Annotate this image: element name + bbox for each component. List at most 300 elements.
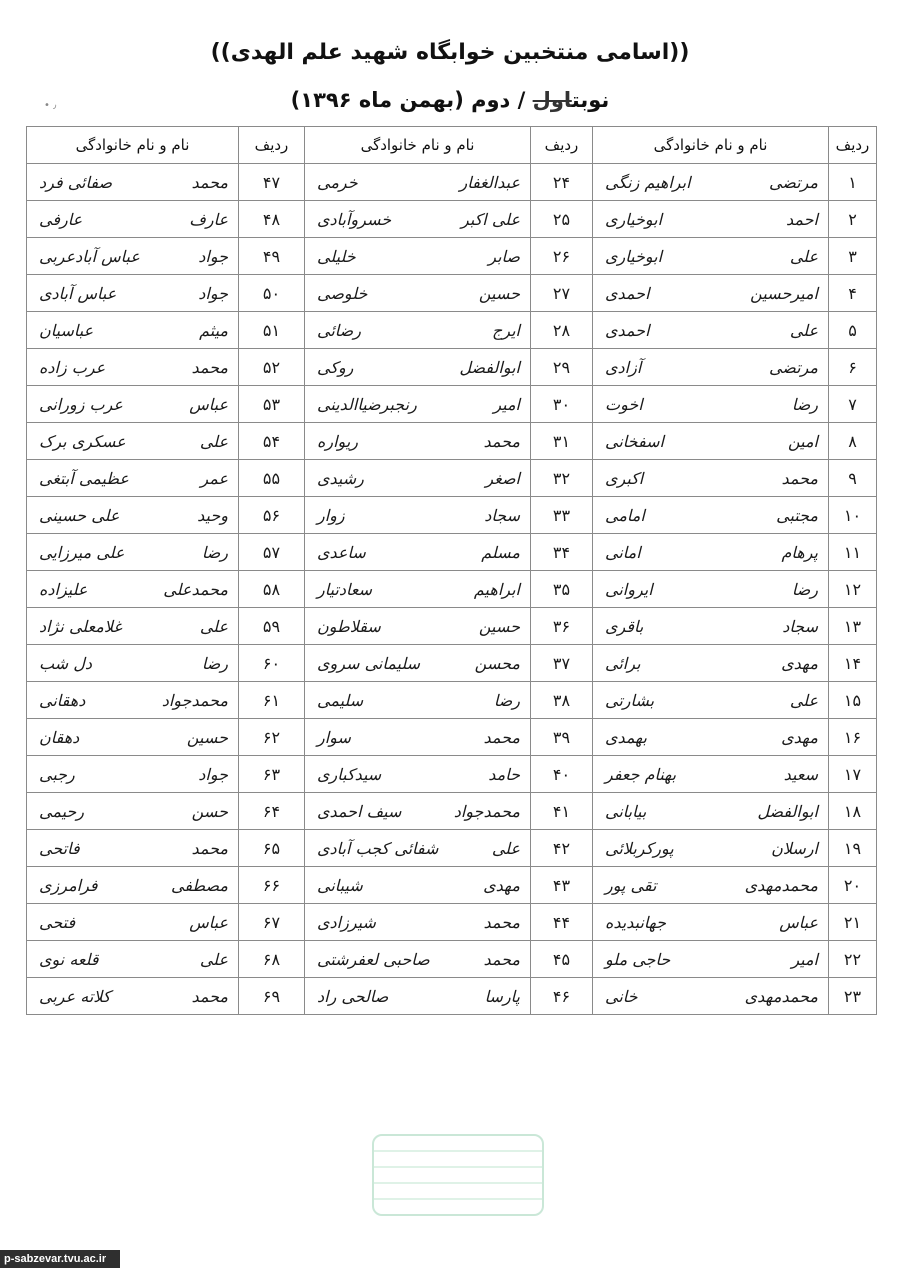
name-pair [599, 617, 822, 636]
first-name: عارف [189, 209, 228, 229]
name-pair [599, 839, 822, 858]
row-number: ۵۹ [239, 608, 305, 645]
row-number: ۵۲ [239, 349, 305, 386]
name-pair [599, 987, 822, 1006]
last-name: خانی [605, 986, 638, 1006]
name-cell [27, 571, 239, 608]
name-pair [311, 395, 524, 414]
last-name: سعادتیار [317, 579, 373, 599]
first-name: حامد [488, 764, 520, 784]
first-name: محمد [191, 838, 228, 858]
row-number: ۷ [829, 386, 877, 423]
first-name: مصطفی [171, 875, 228, 895]
row-number: ۸ [829, 423, 877, 460]
first-name: امین [787, 431, 818, 451]
row-number: ۶۱ [239, 682, 305, 719]
name-cell [305, 682, 531, 719]
row-number: ۴۹ [239, 238, 305, 275]
first-name: عباس [189, 912, 228, 932]
name-pair [33, 950, 232, 969]
name-pair [599, 691, 822, 710]
row-number: ۹ [829, 460, 877, 497]
row-number: ۵۶ [239, 497, 305, 534]
name-cell [593, 238, 829, 275]
last-name: سلیمی [317, 690, 364, 710]
name-cell [593, 312, 829, 349]
name-pair [311, 654, 524, 673]
first-name: علی [789, 690, 818, 710]
col-header-row-number: ردیف [239, 127, 305, 164]
last-name: شیرزادی [317, 912, 376, 932]
last-name: علی حسینی [39, 505, 120, 525]
last-name: ریواره [317, 431, 358, 451]
first-name: محمدجواد [453, 801, 520, 821]
first-name: مسلم [481, 542, 520, 562]
last-name: خلوصی [317, 283, 368, 303]
first-name: محمد [483, 949, 520, 969]
first-name: محمد [191, 357, 228, 377]
last-name: فاتحی [39, 838, 80, 858]
row-number: ۱۴ [829, 645, 877, 682]
name-cell [305, 534, 531, 571]
first-name: ایرج [491, 320, 520, 340]
first-name: عمر [200, 468, 228, 488]
subtitle-prefix: نوبت [571, 88, 610, 112]
names-table [26, 126, 877, 1015]
name-cell [305, 904, 531, 941]
first-name: جواد [198, 283, 228, 303]
name-cell [593, 608, 829, 645]
row-number: ۵۰ [239, 275, 305, 312]
table-row [27, 423, 877, 460]
name-cell [593, 423, 829, 460]
name-pair [599, 728, 822, 747]
name-pair [599, 395, 822, 414]
first-name: علی [199, 616, 228, 636]
last-name: سیف احمدی [317, 801, 402, 821]
first-name: علی [199, 949, 228, 969]
name-cell [593, 386, 829, 423]
last-name: امامی [605, 505, 645, 525]
row-number: ۱۸ [829, 793, 877, 830]
name-cell [27, 793, 239, 830]
row-number: ۶۳ [239, 756, 305, 793]
name-cell [27, 534, 239, 571]
row-number: ۱۲ [829, 571, 877, 608]
table-row [27, 201, 877, 238]
row-number: ۳۶ [531, 608, 593, 645]
subtitle-rest: / دوم (بهمن ماه ۱۳۹۶) [290, 88, 533, 112]
last-name: ابوخیاری [605, 246, 663, 266]
corner-mark: • ٫ [44, 100, 57, 111]
last-name: پورکربلائی [605, 838, 674, 858]
first-name: ابوالفضل [757, 801, 818, 821]
row-number: ۲۹ [531, 349, 593, 386]
name-pair [599, 432, 822, 451]
name-cell [27, 312, 239, 349]
last-name: امانی [605, 542, 641, 562]
name-cell [305, 201, 531, 238]
name-pair [599, 506, 822, 525]
last-name: اخوت [605, 394, 643, 414]
name-cell [305, 756, 531, 793]
name-pair [311, 580, 524, 599]
name-pair [599, 247, 822, 266]
last-name: رضائی [317, 320, 361, 340]
name-cell [305, 497, 531, 534]
first-name: ابوالفضل [459, 357, 520, 377]
row-number: ۶ [829, 349, 877, 386]
first-name: پرهام [781, 542, 818, 562]
last-name: شفائی کجب آبادی [317, 838, 439, 858]
last-name: علیزاده [39, 579, 88, 599]
first-name: جواد [198, 246, 228, 266]
first-name: عبدالغفار [459, 172, 520, 192]
first-name: پارسا [484, 986, 520, 1006]
row-number: ۴۷ [239, 164, 305, 201]
last-name: رنجبرضیاالدینی [317, 394, 417, 414]
name-pair [599, 950, 822, 969]
first-name: عباس [779, 912, 818, 932]
name-cell [305, 275, 531, 312]
first-name: رضا [493, 690, 520, 710]
row-number: ۴۴ [531, 904, 593, 941]
first-name: عباس [189, 394, 228, 414]
name-pair [599, 765, 822, 784]
last-name: روکی [317, 357, 354, 377]
first-name: میثم [199, 320, 228, 340]
last-name: شیبانی [317, 875, 363, 895]
last-name: کلاته عربی [39, 986, 111, 1006]
first-name: محمد [483, 912, 520, 932]
name-cell [305, 830, 531, 867]
row-number: ۴۱ [531, 793, 593, 830]
name-pair [311, 839, 524, 858]
row-number: ۴۲ [531, 830, 593, 867]
table-row [27, 312, 877, 349]
row-number: ۵۴ [239, 423, 305, 460]
first-name: احمد [786, 209, 818, 229]
name-pair [33, 728, 232, 747]
name-pair [33, 617, 232, 636]
table-row [27, 497, 877, 534]
first-name: محمدعلی [163, 579, 228, 599]
name-pair [33, 395, 232, 414]
row-number: ۳۵ [531, 571, 593, 608]
first-name: سجاد [484, 505, 520, 525]
first-name: علی [199, 431, 228, 451]
name-cell [305, 793, 531, 830]
name-cell [27, 164, 239, 201]
first-name: مجتبی [776, 505, 818, 525]
col-header-name: نام و نام خانوادگی [27, 127, 239, 164]
name-pair [311, 284, 524, 303]
name-cell [27, 978, 239, 1015]
name-pair [311, 358, 524, 377]
name-cell [593, 497, 829, 534]
last-name: فرامرزی [39, 875, 98, 895]
name-cell [27, 497, 239, 534]
first-name: علی [789, 246, 818, 266]
row-number: ۲۴ [531, 164, 593, 201]
name-pair [33, 321, 232, 340]
last-name: دهقان [39, 727, 80, 747]
row-number: ۵۸ [239, 571, 305, 608]
last-name: عباس آبادعربی [39, 246, 140, 266]
name-pair [33, 210, 232, 229]
table-row [27, 978, 877, 1015]
names-table-wrap [26, 126, 876, 1015]
row-number: ۵۷ [239, 534, 305, 571]
row-number: ۱۶ [829, 719, 877, 756]
row-number: ۶۶ [239, 867, 305, 904]
table-row [27, 719, 877, 756]
col-header-row-number: ردیف [531, 127, 593, 164]
last-name: عسکری برک [39, 431, 126, 451]
first-name: محمد [483, 431, 520, 451]
last-name: علی میرزایی [39, 542, 125, 562]
row-number: ۴۶ [531, 978, 593, 1015]
last-name: ساعدی [317, 542, 366, 562]
last-name: رشیدی [317, 468, 364, 488]
row-number: ۳۹ [531, 719, 593, 756]
name-pair [33, 802, 232, 821]
name-pair [33, 432, 232, 451]
row-number: ۲ [829, 201, 877, 238]
table-row [27, 571, 877, 608]
last-name: ایروانی [605, 579, 653, 599]
name-pair [311, 321, 524, 340]
name-cell [305, 349, 531, 386]
name-pair [599, 654, 822, 673]
last-name: بشارتی [605, 690, 655, 710]
name-cell [305, 941, 531, 978]
name-pair [311, 543, 524, 562]
last-name: دهقانی [39, 690, 86, 710]
last-name: سلیمانی سروی [317, 653, 421, 673]
row-number: ۱۹ [829, 830, 877, 867]
name-pair [311, 913, 524, 932]
table-row [27, 460, 877, 497]
row-number: ۳ [829, 238, 877, 275]
name-pair [311, 210, 524, 229]
table-row [27, 386, 877, 423]
row-number: ۴۰ [531, 756, 593, 793]
col-header-row-number: ردیف [829, 127, 877, 164]
last-name: حاجی ملو [605, 949, 671, 969]
last-name: بهنام جعفر [605, 764, 677, 784]
name-cell [27, 719, 239, 756]
name-cell [593, 534, 829, 571]
first-name: علی [491, 838, 520, 858]
name-pair [33, 839, 232, 858]
name-pair [311, 469, 524, 488]
first-name: صابر [488, 246, 520, 266]
row-number: ۶۰ [239, 645, 305, 682]
first-name: سجاد [782, 616, 818, 636]
row-number: ۶۲ [239, 719, 305, 756]
name-pair [311, 247, 524, 266]
name-cell [593, 793, 829, 830]
row-number: ۵۱ [239, 312, 305, 349]
last-name: عارفی [39, 209, 83, 229]
first-name: سعید [783, 764, 818, 784]
name-cell [27, 682, 239, 719]
name-pair [33, 543, 232, 562]
name-pair [599, 358, 822, 377]
name-pair [33, 765, 232, 784]
first-name: علی [789, 320, 818, 340]
first-name: ابراهیم [473, 579, 520, 599]
name-cell [593, 830, 829, 867]
name-cell [593, 645, 829, 682]
last-name: خرمی [317, 172, 358, 192]
row-number: ۵ [829, 312, 877, 349]
table-row [27, 682, 877, 719]
last-name: بهمدی [605, 727, 647, 747]
name-pair [311, 765, 524, 784]
name-cell [27, 386, 239, 423]
name-pair [33, 580, 232, 599]
name-cell [593, 719, 829, 756]
first-name: حسین [478, 616, 520, 636]
name-pair [599, 469, 822, 488]
name-cell [593, 978, 829, 1015]
name-pair [33, 987, 232, 1006]
name-pair [599, 876, 822, 895]
name-cell [305, 719, 531, 756]
name-cell [27, 349, 239, 386]
name-cell [305, 978, 531, 1015]
last-name: جهانبدیده [605, 912, 667, 932]
name-cell [27, 867, 239, 904]
name-cell [593, 941, 829, 978]
row-number: ۳۷ [531, 645, 593, 682]
first-name: محمد [191, 172, 228, 192]
name-cell [27, 423, 239, 460]
name-cell [27, 645, 239, 682]
name-pair [33, 506, 232, 525]
row-number: ۴۸ [239, 201, 305, 238]
last-name: عرب زاده [39, 357, 106, 377]
name-pair [599, 580, 822, 599]
row-number: ۶۵ [239, 830, 305, 867]
last-name: ابوخیاری [605, 209, 663, 229]
name-pair [599, 913, 822, 932]
name-cell [305, 423, 531, 460]
last-name: برائی [605, 653, 641, 673]
row-number: ۴ [829, 275, 877, 312]
row-number: ۳۲ [531, 460, 593, 497]
row-number: ۳۴ [531, 534, 593, 571]
document-subtitle [0, 88, 900, 112]
name-pair [311, 876, 524, 895]
row-number: ۶۴ [239, 793, 305, 830]
name-pair [311, 691, 524, 710]
row-number: ۳۸ [531, 682, 593, 719]
table-row [27, 793, 877, 830]
last-name: احمدی [605, 283, 650, 303]
name-pair [311, 173, 524, 192]
col-header-name: نام و نام خانوادگی [305, 127, 531, 164]
name-pair [599, 173, 822, 192]
row-number: ۲۳ [829, 978, 877, 1015]
first-name: محمد [781, 468, 818, 488]
name-pair [33, 876, 232, 895]
first-name: ارسلان [771, 838, 818, 858]
name-cell [305, 312, 531, 349]
last-name: باقری [605, 616, 644, 636]
last-name: احمدی [605, 320, 650, 340]
name-pair [599, 802, 822, 821]
name-pair [311, 987, 524, 1006]
name-pair [311, 950, 524, 969]
name-pair [599, 210, 822, 229]
first-name: حسین [186, 727, 228, 747]
last-name: خسروآبادی [317, 209, 392, 229]
first-name: علی اکبر [461, 209, 520, 229]
name-cell [305, 645, 531, 682]
faded-stamp [372, 1134, 544, 1216]
name-pair [33, 913, 232, 932]
row-number: ۳۳ [531, 497, 593, 534]
first-name: محمدمهدی [744, 986, 818, 1006]
row-number: ۲۸ [531, 312, 593, 349]
row-number: ۳۱ [531, 423, 593, 460]
last-name: صالحی راد [317, 986, 389, 1006]
row-number: ۴۵ [531, 941, 593, 978]
first-name: محمدجواد [161, 690, 228, 710]
row-number: ۴۳ [531, 867, 593, 904]
table-row [27, 830, 877, 867]
name-cell [27, 904, 239, 941]
first-name: اصغر [485, 468, 520, 488]
first-name: وحید [197, 505, 228, 525]
last-name: سوار [317, 727, 351, 747]
row-number: ۱۱ [829, 534, 877, 571]
table-row [27, 756, 877, 793]
last-name: دل شب [39, 653, 92, 673]
name-cell [305, 164, 531, 201]
name-cell [27, 756, 239, 793]
name-cell [305, 386, 531, 423]
last-name: اکبری [605, 468, 644, 488]
footer-url[interactable]: p-sabzevar.tvu.ac.ir [0, 1250, 120, 1268]
last-name: رحیمی [39, 801, 85, 821]
row-number: ۲۶ [531, 238, 593, 275]
last-name: عباسیان [39, 320, 94, 340]
last-name: فتحی [39, 912, 76, 932]
first-name: جواد [198, 764, 228, 784]
row-number: ۱ [829, 164, 877, 201]
name-pair [33, 691, 232, 710]
name-cell [27, 941, 239, 978]
name-cell [593, 904, 829, 941]
row-number: ۱۵ [829, 682, 877, 719]
first-name: رضا [201, 542, 228, 562]
first-name: مهدی [781, 727, 818, 747]
table-header-row [27, 127, 877, 164]
first-name: رضا [791, 579, 818, 599]
name-pair [311, 728, 524, 747]
name-cell [27, 238, 239, 275]
last-name: زوار [317, 505, 345, 525]
last-name: صفائی فرد [39, 172, 113, 192]
first-name: حسین [478, 283, 520, 303]
row-number: ۶۹ [239, 978, 305, 1015]
row-number: ۱۷ [829, 756, 877, 793]
first-name: محمد [191, 986, 228, 1006]
